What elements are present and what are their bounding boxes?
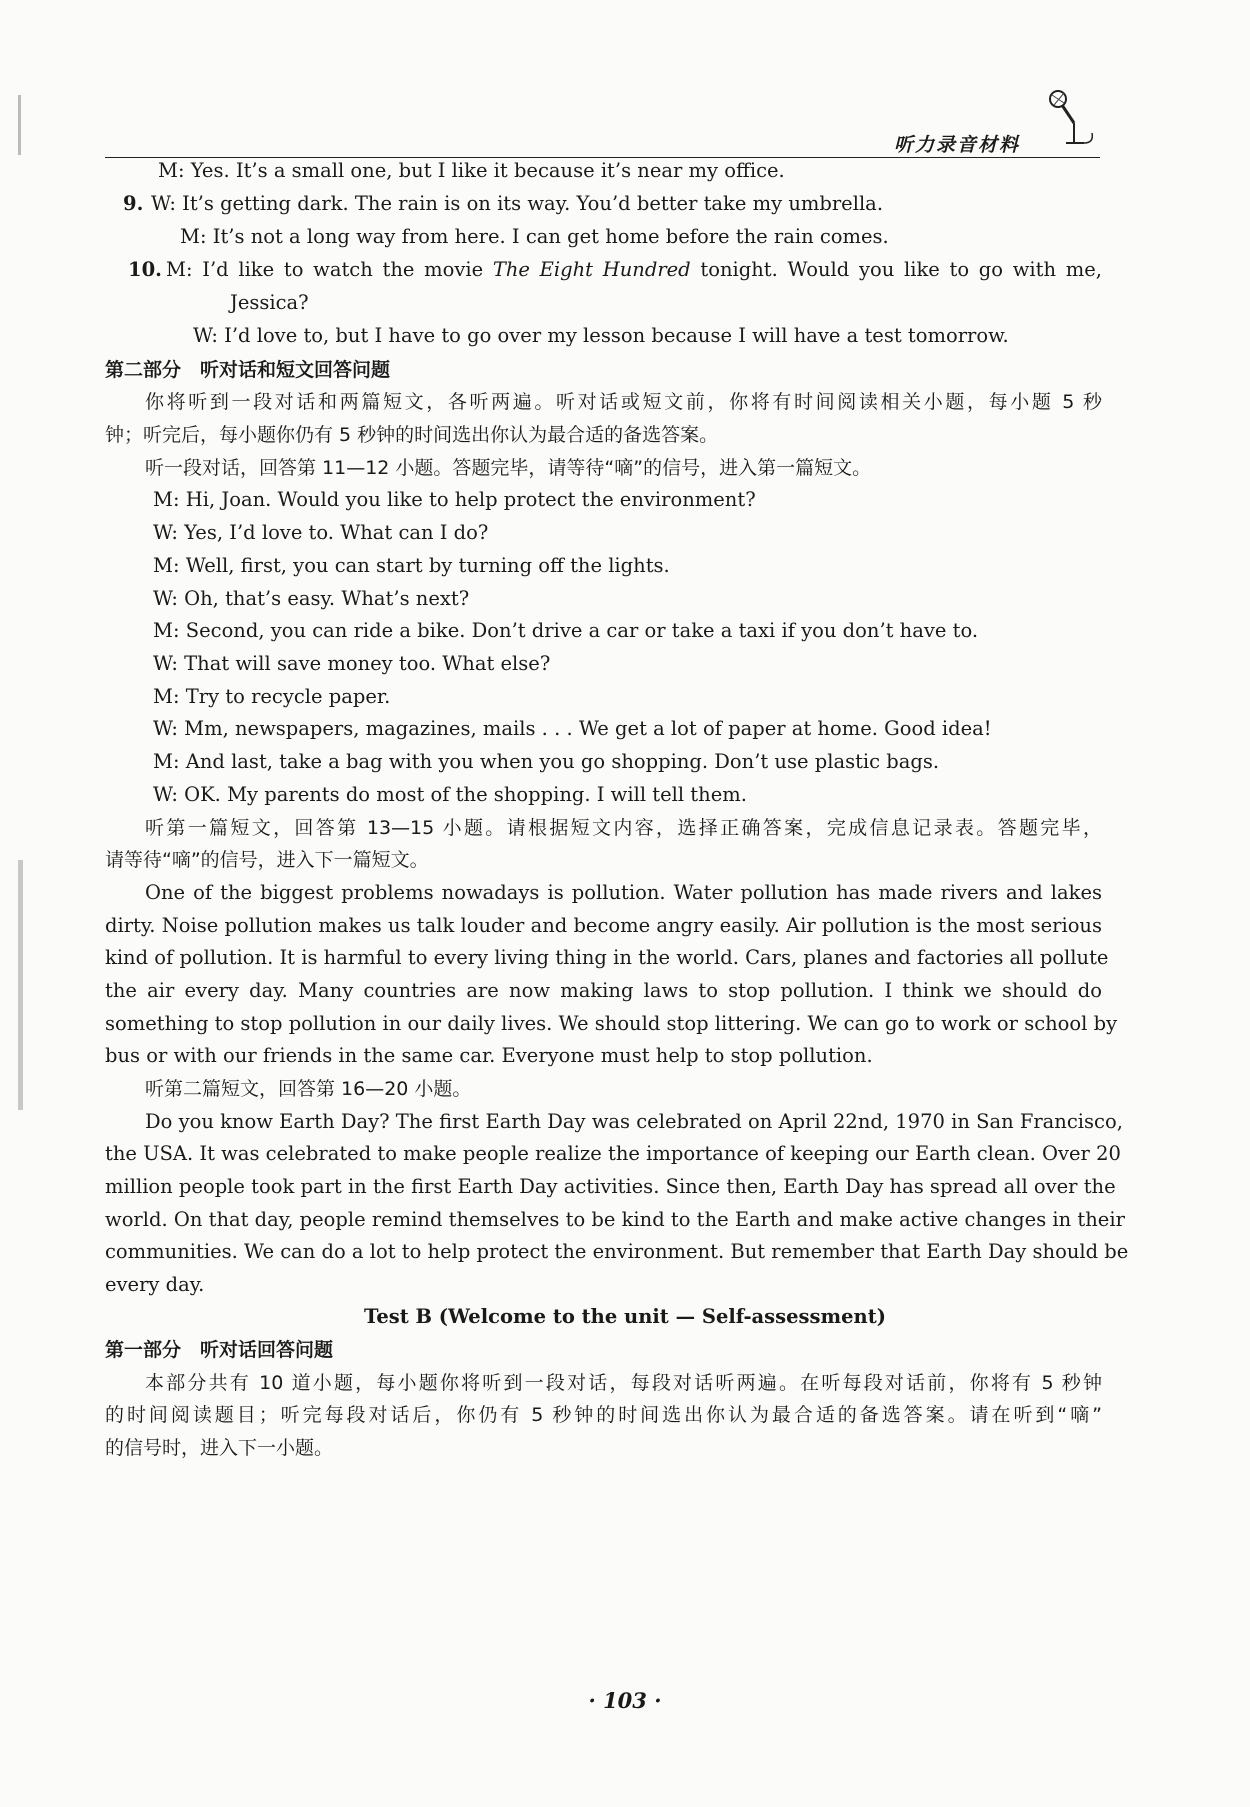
passage-line: dirty. Noise pollution makes us talk louder and become angry easily. Air pollution is the most serious	[105, 914, 1102, 937]
passage-line: bus or with our friends in the same car. Everyone must help to stop pollution.	[105, 1044, 873, 1067]
dialogue-line: M: Well, first, you can start by turning off the lights.	[153, 554, 670, 577]
section-heading: 第一部分 听对话回答问题	[105, 1339, 334, 1361]
passage-line: Do you know Earth Day? The first Earth Day was celebrated on April 22nd, 1970 in San Francisco,	[145, 1110, 1123, 1133]
passage-line: communities. We can do a lot to help protect the environment. But remember that Earth Day should be	[105, 1240, 1129, 1263]
instructions: 请等待“嘀”的信号，进入下一篇短文。	[105, 849, 429, 871]
header-title: 听力录音材料	[893, 134, 1020, 156]
dialogue-line: M: And last, take a bag with you when you go shopping. Don’t use plastic bags.	[153, 750, 940, 773]
dialogue-line: W: Oh, that’s easy. What’s next?	[153, 587, 470, 610]
dialogue-line: M: It’s not a long way from here. I can get home before the rain comes.	[180, 225, 889, 248]
movie-title: The Eight Hundred	[492, 258, 691, 281]
dialogue-line: W: Mm, newspapers, magazines, mails . . . We get a lot of paper at home. Good idea!	[153, 717, 992, 740]
microphone-icon	[1034, 85, 1100, 151]
passage-line: the air every day. Many countries are now making laws to stop pollution. I think we should do	[105, 979, 1102, 1002]
dialogue-line: M: Try to recycle paper.	[153, 685, 391, 708]
instructions: 的时间阅读题目；听完每段对话后，你仍有 5 秒钟的时间选出你认为最合适的备选答案。请在听到“嘀”	[105, 1404, 1102, 1426]
instructions: 的信号时，进入下一小题。	[105, 1437, 334, 1459]
dialogue-line: W: I’d love to, but I have to go over my lesson because I will have a test tomorrow.	[193, 324, 1009, 347]
scan-edge-mark	[18, 95, 21, 155]
dialogue-line: W: OK. My parents do most of the shopping. I will tell them.	[153, 783, 747, 806]
dialogue-line: M: Yes. It’s a small one, but I like it because it’s near my office.	[158, 159, 785, 182]
passage-line: world. On that day, people remind themselves to be kind to the Earth and make active changes in their	[105, 1208, 1125, 1231]
passage-line: something to stop pollution in our daily lives. We should stop littering. We can go to work or school by	[105, 1012, 1118, 1035]
page-number: · 103 ·	[588, 1688, 662, 1713]
instructions: 听第二篇短文，回答第 16—20 小题。	[145, 1078, 472, 1100]
passage-line: One of the biggest problems nowadays is pollution. Water pollution has made rivers and lakes	[145, 881, 1102, 904]
dialogue-line: W: That will save money too. What else?	[153, 652, 551, 675]
instructions: 本部分共有 10 道小题，每小题你将听到一段对话，每段对话听两遍。在听每段对话前，你将有 5 秒钟	[145, 1372, 1102, 1394]
dialogue-line: 10. M: I’d like to watch the movie The Eight Hundred tonight. Would you like to go with me,	[128, 258, 1102, 281]
question-number: 10.	[128, 258, 162, 281]
dialogue-line: W: Yes, I’d love to. What can I do?	[153, 521, 489, 544]
passage-line: the USA. It was celebrated to make people realize the importance of keeping our Earth clean. Over 20	[105, 1142, 1121, 1165]
test-title: Test B (Welcome to the unit — Self-assessment)	[364, 1305, 886, 1328]
scan-edge-mark	[18, 860, 23, 1110]
instructions: 你将听到一段对话和两篇短文，各听两遍。听对话或短文前，你将有时间阅读相关小题，每小题 5 秒	[145, 391, 1102, 413]
passage-line: every day.	[105, 1273, 205, 1296]
instructions: 钟；听完后，每小题你仍有 5 秒钟的时间选出你认为最合适的备选答案。	[105, 424, 719, 446]
dialogue-line: Jessica?	[230, 291, 309, 314]
section-heading: 第二部分 听对话和短文回答问题	[105, 359, 391, 381]
page-header	[105, 100, 1100, 160]
passage-line: million people took part in the first Earth Day activities. Since then, Earth Day has spread all over the	[105, 1175, 1116, 1198]
question-number: 9.	[123, 192, 144, 215]
dialogue-line: 9. W: It’s getting dark. The rain is on its way. You’d better take my umbrella.	[123, 192, 884, 215]
dialogue-line: M: Hi, Joan. Would you like to help protect the environment?	[153, 488, 756, 511]
instructions: 听一段对话，回答第 11—12 小题。答题完毕，请等待“嘀”的信号，进入第一篇短文。	[145, 457, 872, 479]
header-rule	[105, 157, 1100, 158]
passage-line: kind of pollution. It is harmful to every living thing in the world. Cars, planes and factories all pollute	[105, 946, 1109, 969]
instructions: 听第一篇短文，回答第 13—15 小题。请根据短文内容，选择正确答案，完成信息记录表。答题完毕，	[145, 817, 1102, 839]
dialogue-line: M: Second, you can ride a bike. Don’t drive a car or take a taxi if you don’t have to.	[153, 619, 979, 642]
